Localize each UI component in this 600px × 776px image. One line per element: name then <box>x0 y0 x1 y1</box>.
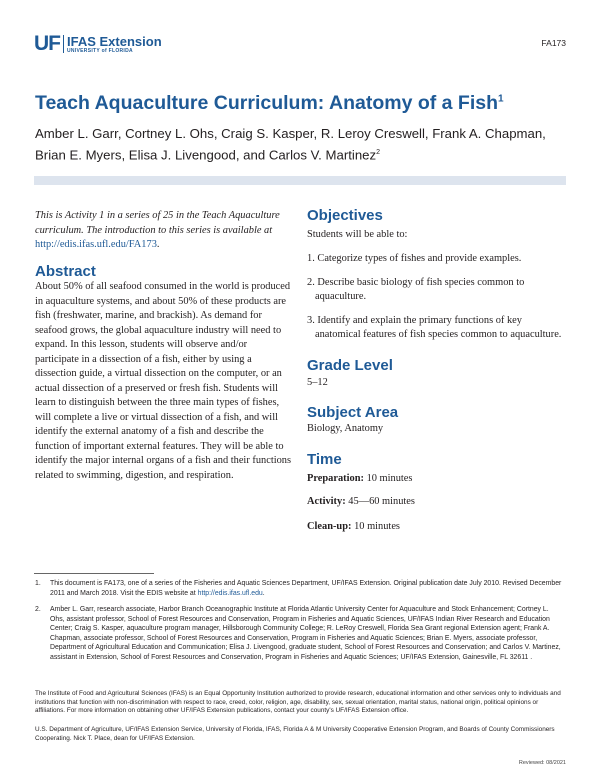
series-intro-period: . <box>156 239 160 250</box>
page-title <box>35 92 504 115</box>
equal-opportunity-statement: The Institute of Food and Agricultural Sciences (IFAS) is an Equal Opportunity Institution authorized to provide research, educational information and other services only to individuals and institutions that function with non-discrimination with respect to race, creed, color, religion, age, disability, sex, sexual orientation, marital status, national origin, political opinions or affiliations. For more information on obtaining other UF/IFAS Extension publications, contact your county's UF/IFAS Extension office. <box>35 690 561 715</box>
footnote-divider <box>34 573 154 574</box>
time-preparation <box>307 472 412 487</box>
logo-divider <box>63 35 64 53</box>
logo-extension-text: IFAS Extension <box>67 33 162 49</box>
subject-area-heading: Subject Area <box>307 404 399 421</box>
footnote-text: This document is FA173, one of a series of the Fisheries and Aquatic Sciences Department, UF/IFAS Extension. Original publication date July 2010. Revised December 2011 and March 2018. Visit the EDIS website at <box>50 580 562 597</box>
abstract-body: About 50% of all seafood consumed in the world is produced in aquaculture systems, and about 50% of these products are fish (freshwater, marine, and brackish). As demand for seafood grows, the global aquaculture industry will need to expand. In this lesson, students will observe and/or participate in a dissection of a fish, either by using a dissection guide, a virtual dissection on the computer, or an actual dissection of a preserved or fresh fish. Students will learn to distinguish between the three main types of fishes, will complete a live or virtual dissection of a fish, and will identify the external anatomy of a fish and describe the function of important external features. They will be able to identify the major internal organs of a fish and their functions related to swimming, digestion, and respiration. <box>35 281 292 481</box>
usda-statement: U.S. Department of Agriculture, UF/IFAS Extension Service, University of Florida, IFAS, Florida A & M University Cooperative Extension Program, and Boards of County Commissioners Cooperating. Nick T. Place, dean for UF/IFAS Extension. <box>35 726 555 742</box>
footnote-text: Amber L. Garr, research associate, Harbor Branch Oceanographic Institute at Florida Atlantic University Center for Aquaculture and Stock Enhancement; Cortney L. Ohs, assistant professor, School of Forest Resources and Conservation, Program in Fisheries and Aquatic Sciences, UF/IFAS Indian River Research and Education Center; Craig S. Kasper, aquaculture program manager, Hillsborough Community College; R. LeRoy Creswell, Florida Sea Grant regional Extension agent; Frank A. Chapman, associate professor, School of Forest Resources and Conservation, Program in Fisheries and Aquatic Sciences; Brian E. Myers, associate professor, Department of Agricultural Education and Communication; Elisa J. Livengood, graduate student, School of Forest Resources and Conservation; and Carlos V. Martinez, assistant in Extension, School of Forest Resources and Conservation, Program in Fisheries and Aquatic Sciences; UF/IFAS Extension, Gainesville, FL 32611 . <box>50 606 561 661</box>
objective-item: 3. Identify and explain the primary functions of key anatomical features of fish species common to aquaculture. <box>307 314 562 340</box>
grade-level-value: 5–12 <box>307 377 328 388</box>
series-intro <box>35 209 290 253</box>
title-text: Teach Aquaculture Curriculum: Anatomy of a Fish <box>35 92 499 114</box>
header-divider <box>34 176 566 185</box>
logo-wordmark <box>67 35 162 54</box>
logo-university-text: UNIVERSITY of FLORIDA <box>67 47 133 54</box>
author-names: Amber L. Garr, Cortney L. Ohs, Craig S. Kasper, R. Leroy Creswell, Frank A. Chapman, Brian E. Myers, Elisa J. Livengood, and Carlos V. Martinez <box>35 126 546 163</box>
time-label: Preparation: <box>307 473 364 484</box>
footnote-period: . <box>262 589 265 597</box>
objective-item: 2. Describe basic biology of fish species common to aquaculture. <box>307 276 525 302</box>
time-activity <box>307 495 415 510</box>
footnote-2 <box>35 605 565 663</box>
objective-item: 1. Categorize types of fishes and provide examples. <box>307 253 522 264</box>
logo-uf-mark: UF <box>34 32 60 55</box>
time-cleanup <box>307 520 400 535</box>
grade-level-heading: Grade Level <box>307 357 393 374</box>
footnote-number: 1. <box>35 580 41 587</box>
title-footnote-ref[interactable]: 1 <box>498 93 504 105</box>
author-list <box>35 124 570 164</box>
objectives-heading: Objectives <box>307 207 383 224</box>
edis-link[interactable]: http://edis.ifas.ufl.edu <box>197 589 263 597</box>
series-intro-link[interactable]: http://edis.ifas.ufl.edu/FA173 <box>35 239 157 250</box>
time-label: Activity: <box>307 496 346 507</box>
footnote-1 <box>35 579 565 598</box>
time-value: 45—60 minutes <box>348 496 415 507</box>
ufifas-logo <box>34 33 162 55</box>
time-value: 10 minutes <box>354 521 400 532</box>
time-heading: Time <box>307 451 342 468</box>
abstract-heading: Abstract <box>35 263 96 280</box>
document-code: FA173 <box>541 38 566 48</box>
series-intro-text: This is Activity 1 in a series of 25 in the Teach Aquaculture curriculum. The introduction to this series is available at <box>35 210 280 236</box>
subject-area-value: Biology, Anatomy <box>307 423 384 434</box>
reviewed-date: Reviewed: 08/2021 <box>518 760 566 766</box>
author-footnote-ref[interactable]: 2 <box>376 149 380 156</box>
objectives-intro: Students will be able to: <box>307 229 408 240</box>
time-value: 10 minutes <box>366 473 413 484</box>
time-label: Clean-up: <box>307 521 352 532</box>
objectives-list <box>307 252 569 352</box>
footnote-number: 2. <box>35 606 41 613</box>
